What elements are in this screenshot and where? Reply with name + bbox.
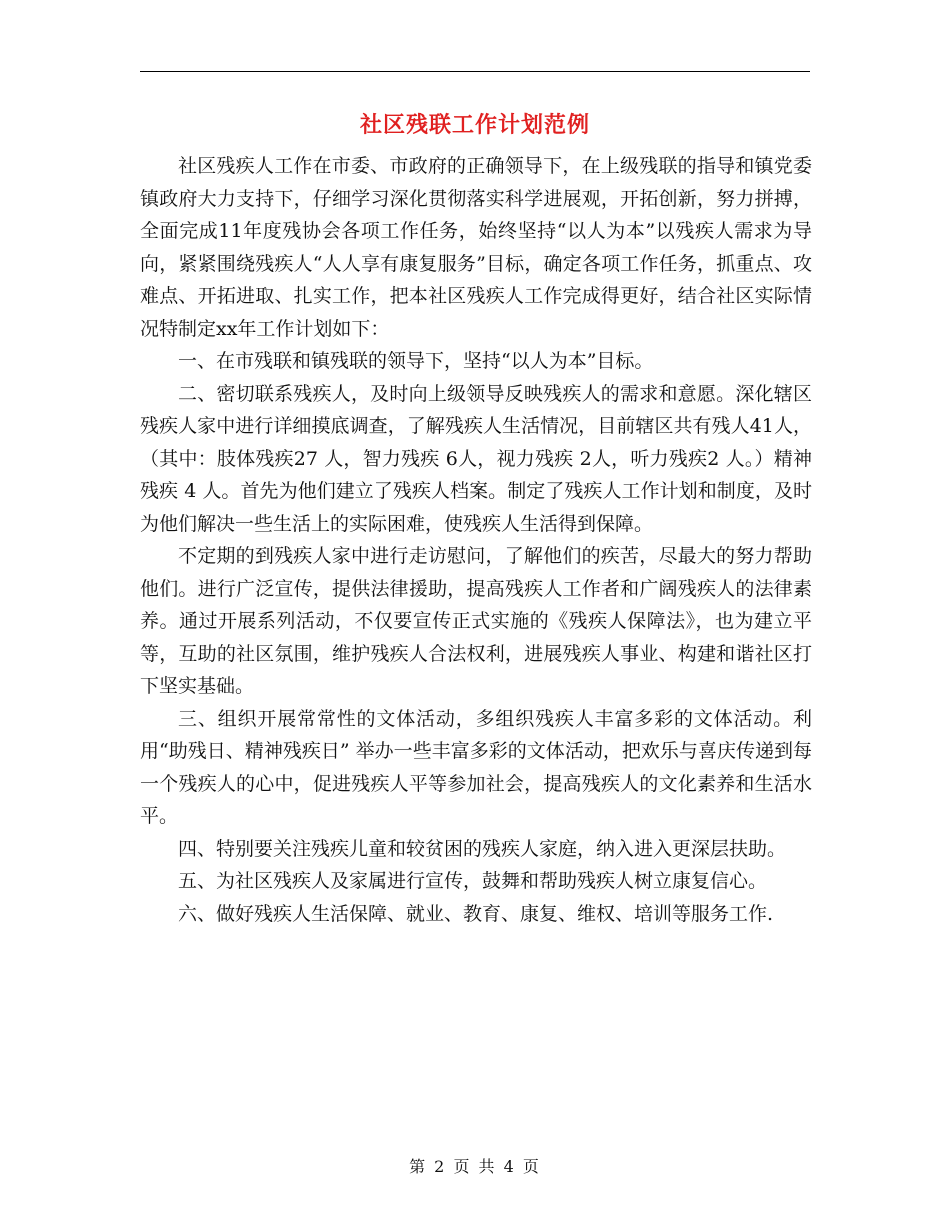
document-body (140, 150, 812, 930)
paragraph-item-6: 六、做好残疾人生活保障、就业、教育、康复、维权、培训等服务工作. (178, 902, 774, 925)
header-rule (140, 71, 810, 72)
paragraph-item-1: 一、在市残联和镇残联的领导下，坚持“以人为本”目标。 (178, 350, 654, 372)
paragraph-item-5: 五、为社区残疾人及家属进行宣传，鼓舞和帮助残疾人树立康复信心。 (178, 870, 768, 892)
page-number-footer: 第 2 页 共 4 页 (409, 1157, 541, 1176)
paragraph-intro: 社区残疾人工作在市委、市政府的正确领导下，在上级残联的指导和镇党委镇政府大力支持下，仔细学习深化贯彻落实科学进展观，开拓创新，努力拼搏，全面完成11年度残协会各项工作任务，始终坚持“以人为本”以残疾人需求为导向，紧紧围绕残疾人“人人享有康复服务”目标，确定各项工作任务，抓重点、攻难点、开拓进取、扎实工作，把本社区残疾人工作完成得更好，结合社区实际情况特制定xx年工作计划如下： (140, 155, 812, 340)
paragraph-item-4: 四、特别要关注残疾儿童和较贫困的残疾人家庭，纳入进入更深层扶助。 (178, 837, 787, 860)
paragraph-item-2-continued: 不定期的到残疾人家中进行走访慰问，了解他们的疾苦，尽最大的努力帮助他们。进行广泛宣传，提供法律援助，提高残疾人工作者和广阔残疾人的法律素养。通过开展系列活动，不仅要宣传正式实施的《残疾人保障法》，也为建立平等，互助的社区氛围，维护残疾人合法权利，进展残疾人事业、构建和谐社区打下坚实基础。 (140, 545, 812, 697)
paragraph-item-2: 二、密切联系残疾人，及时向上级领导反映残疾人的需求和意愿。深化辖区残疾人家中进行详细摸底调查，了解残疾人生活情况，目前辖区共有残人41人，（其中：肢体残疾27 人，智力残疾 6人，视力残疾 2人，听力残疾2 人。）精神残疾 4 人。首先为他们建立了残疾人档案。制定了残疾人工作计划和制度，及时为他们解决一些生活上的实际困难，使残疾人生活得到保障。 (140, 382, 812, 535)
paragraph-item-3: 三、组织开展常常性的文体活动，多组织残疾人丰富多彩的文体活动。利用“助残日、精神残疾日” 举办一些丰富多彩的文体活动，把欢乐与喜庆传递到每一个残疾人的心中，促进残疾人平等参加社会，提高残疾人的文化素养和生活水平。 (140, 707, 812, 827)
document-title: 社区残联工作计划范例 (359, 112, 590, 138)
